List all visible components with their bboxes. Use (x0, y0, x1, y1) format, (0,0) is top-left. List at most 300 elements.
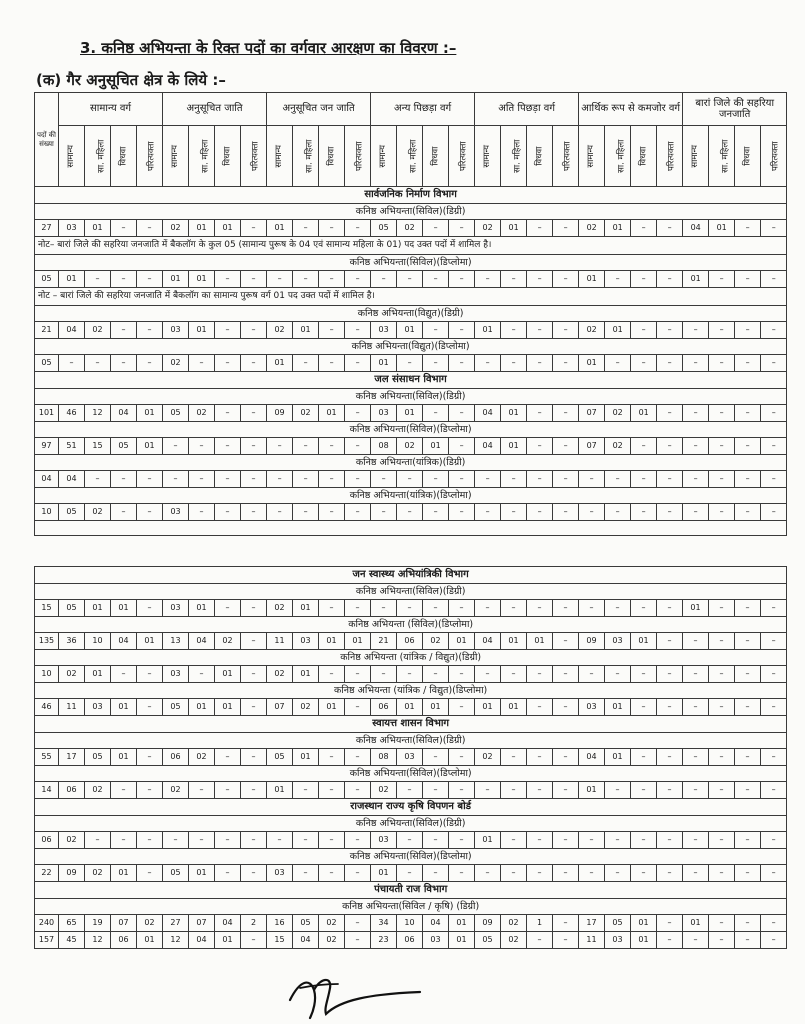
value-cell: – (709, 782, 735, 799)
value-cell: 09 (59, 865, 85, 882)
value-cell: – (631, 782, 657, 799)
value-cell: 01 (371, 865, 397, 882)
subcolumn-label: विधवा (534, 146, 545, 166)
value-cell: 11 (579, 932, 605, 949)
total-cell: 27 (35, 220, 59, 237)
total-cell: 46 (35, 699, 59, 716)
value-cell: – (397, 782, 423, 799)
value-cell: – (215, 471, 241, 488)
value-cell: – (319, 782, 345, 799)
group-header: अनुसूचित जन जाति (267, 93, 371, 126)
value-cell: 04 (475, 438, 501, 455)
post-title-row (35, 617, 787, 633)
value-cell: – (241, 666, 267, 683)
value-cell: 02 (85, 865, 111, 882)
value-cell: 01 (59, 271, 85, 288)
value-cell: – (761, 699, 787, 716)
value-cell: 07 (111, 915, 137, 932)
note-row (35, 237, 787, 255)
group-header: सामान्य वर्ग (59, 93, 163, 126)
group-header: अन्य पिछड़ा वर्ग (371, 93, 475, 126)
value-cell: 01 (137, 633, 163, 650)
value-cell: – (449, 749, 475, 766)
value-cell: – (657, 504, 683, 521)
subcolumn-label: विधवा (742, 146, 753, 166)
value-cell: – (137, 666, 163, 683)
value-cell: – (215, 782, 241, 799)
value-cell: – (423, 220, 449, 237)
data-row (35, 438, 787, 455)
value-cell: 01 (215, 666, 241, 683)
value-cell: – (553, 322, 579, 339)
value-cell: – (579, 504, 605, 521)
value-cell: – (657, 915, 683, 932)
subcolumn-header (111, 126, 137, 187)
post-title: कनिष्ठ अभियन्ता(सिविल)(डिप्लोमा) (35, 849, 787, 865)
subcolumn-header (579, 126, 605, 187)
value-cell: – (345, 932, 371, 949)
value-cell: – (501, 600, 527, 617)
value-cell: 02 (605, 405, 631, 422)
value-cell: – (293, 504, 319, 521)
value-cell: 09 (475, 915, 501, 932)
value-cell: 01 (423, 438, 449, 455)
value-cell: – (371, 471, 397, 488)
value-cell: – (735, 355, 761, 372)
value-cell: – (735, 915, 761, 932)
subcolumn-label: सा. महिला (96, 139, 107, 173)
value-cell: – (241, 932, 267, 949)
value-cell: – (527, 322, 553, 339)
value-cell: 01 (293, 600, 319, 617)
value-cell: 02 (475, 749, 501, 766)
value-cell: – (293, 438, 319, 455)
value-cell: 03 (579, 699, 605, 716)
value-cell: – (657, 471, 683, 488)
subcolumn-header (163, 126, 189, 187)
value-cell: – (735, 699, 761, 716)
value-cell: 03 (371, 405, 397, 422)
post-title: कनिष्ठ अभियन्ता(विद्युत)(डिप्लोमा) (35, 339, 787, 355)
value-cell: – (709, 405, 735, 422)
value-cell: 01 (501, 438, 527, 455)
department-name: स्वायत्त शासन विभाग (35, 716, 787, 733)
value-cell: – (735, 471, 761, 488)
value-cell: 01 (85, 220, 111, 237)
post-title-row (35, 455, 787, 471)
value-cell: – (319, 220, 345, 237)
value-cell: – (189, 782, 215, 799)
value-cell: – (501, 504, 527, 521)
value-cell: – (553, 438, 579, 455)
value-cell: – (423, 600, 449, 617)
value-cell: 02 (605, 438, 631, 455)
value-cell: – (605, 832, 631, 849)
value-cell: – (761, 600, 787, 617)
value-cell: 05 (111, 438, 137, 455)
value-cell: – (683, 832, 709, 849)
value-cell: – (735, 749, 761, 766)
value-cell: – (475, 782, 501, 799)
value-cell: – (189, 355, 215, 372)
value-cell: – (657, 749, 683, 766)
value-cell: – (631, 471, 657, 488)
value-cell: – (85, 471, 111, 488)
value-cell: – (761, 749, 787, 766)
value-cell: 02 (85, 782, 111, 799)
value-cell: – (657, 666, 683, 683)
value-cell: – (475, 271, 501, 288)
value-cell: 09 (267, 405, 293, 422)
value-cell: – (449, 699, 475, 716)
value-cell: – (215, 355, 241, 372)
subcolumn-header (631, 126, 657, 187)
value-cell: – (85, 271, 111, 288)
value-cell: – (709, 865, 735, 882)
value-cell: 03 (85, 699, 111, 716)
subcolumn-label: सामान्य (690, 144, 701, 168)
value-cell: – (345, 865, 371, 882)
value-cell: 02 (163, 782, 189, 799)
subcolumn-label: विधवा (118, 146, 129, 166)
value-cell: 01 (605, 322, 631, 339)
value-cell: – (761, 633, 787, 650)
post-title-row (35, 422, 787, 438)
post-title-row (35, 899, 787, 915)
value-cell: 01 (371, 355, 397, 372)
value-cell: – (241, 504, 267, 521)
value-cell: 01 (215, 220, 241, 237)
value-cell: 15 (267, 932, 293, 949)
value-cell: – (735, 600, 761, 617)
value-cell: – (397, 471, 423, 488)
value-cell: 04 (475, 633, 501, 650)
post-title-row (35, 816, 787, 832)
value-cell: 01 (449, 633, 475, 650)
value-cell: – (319, 271, 345, 288)
value-cell: – (397, 504, 423, 521)
value-cell: 01 (137, 405, 163, 422)
value-cell: – (397, 666, 423, 683)
data-row (35, 932, 787, 949)
total-cell: 240 (35, 915, 59, 932)
value-cell: – (397, 271, 423, 288)
value-cell: – (735, 322, 761, 339)
value-cell: 36 (59, 633, 85, 650)
value-cell: – (449, 666, 475, 683)
value-cell: – (449, 832, 475, 849)
total-cell: 55 (35, 749, 59, 766)
subcolumn-header (683, 126, 709, 187)
subcolumn-header (85, 126, 111, 187)
post-title-row (35, 204, 787, 220)
value-cell: – (527, 271, 553, 288)
value-cell: – (241, 271, 267, 288)
value-cell: – (137, 355, 163, 372)
subcolumn-label: परित्यक्ता (146, 141, 157, 171)
value-cell: – (605, 666, 631, 683)
value-cell: – (709, 915, 735, 932)
value-cell: – (553, 915, 579, 932)
value-cell: – (319, 471, 345, 488)
value-cell: – (657, 932, 683, 949)
value-cell: – (501, 865, 527, 882)
value-cell: 02 (501, 932, 527, 949)
value-cell: – (657, 782, 683, 799)
value-cell: – (527, 504, 553, 521)
total-cell: 14 (35, 782, 59, 799)
value-cell: 11 (59, 699, 85, 716)
value-cell: – (397, 832, 423, 849)
value-cell: 03 (293, 633, 319, 650)
subcolumn-label: सामान्य (170, 144, 181, 168)
value-cell: – (241, 633, 267, 650)
value-cell: – (267, 271, 293, 288)
post-title-row (35, 584, 787, 600)
value-cell: 15 (85, 438, 111, 455)
value-cell: 02 (137, 915, 163, 932)
value-cell: – (137, 271, 163, 288)
total-cell: 22 (35, 865, 59, 882)
value-cell: – (345, 782, 371, 799)
value-cell: – (501, 355, 527, 372)
value-cell: 01 (397, 405, 423, 422)
blank-row (35, 521, 787, 536)
value-cell: 01 (475, 832, 501, 849)
value-cell: – (657, 271, 683, 288)
value-cell: – (449, 220, 475, 237)
value-cell: – (345, 471, 371, 488)
value-cell: – (631, 749, 657, 766)
value-cell: – (293, 471, 319, 488)
data-row (35, 633, 787, 650)
department-row (35, 799, 787, 816)
value-cell: – (423, 832, 449, 849)
value-cell: 12 (85, 932, 111, 949)
total-cell: 101 (35, 405, 59, 422)
value-cell: 06 (111, 932, 137, 949)
value-cell: 08 (371, 438, 397, 455)
subcolumn-header (345, 126, 371, 187)
value-cell: – (423, 355, 449, 372)
value-cell: 02 (267, 322, 293, 339)
value-cell: 02 (189, 405, 215, 422)
group-header: आर्थिक रूप से कमजोर वर्ग (579, 93, 683, 126)
value-cell: – (241, 355, 267, 372)
value-cell: 01 (397, 322, 423, 339)
value-cell: – (527, 355, 553, 372)
value-cell: – (449, 504, 475, 521)
reservation-table-1 (34, 92, 787, 536)
value-cell: 05 (85, 749, 111, 766)
value-cell: – (319, 600, 345, 617)
value-cell: – (345, 915, 371, 932)
value-cell: 2 (241, 915, 267, 932)
value-cell: 01 (267, 220, 293, 237)
value-cell: – (553, 220, 579, 237)
total-cell: 135 (35, 633, 59, 650)
value-cell: 01 (683, 600, 709, 617)
value-cell: 06 (397, 633, 423, 650)
value-cell: – (475, 666, 501, 683)
value-cell: – (631, 832, 657, 849)
post-title-row (35, 339, 787, 355)
value-cell: – (449, 438, 475, 455)
value-cell: – (241, 322, 267, 339)
value-cell: 04 (59, 322, 85, 339)
post-title-row (35, 306, 787, 322)
value-cell: – (657, 699, 683, 716)
value-cell: 01 (137, 438, 163, 455)
value-cell: 12 (85, 405, 111, 422)
value-cell: 03 (397, 749, 423, 766)
value-cell: – (631, 322, 657, 339)
value-cell: 09 (579, 633, 605, 650)
value-cell: 02 (423, 633, 449, 650)
value-cell: 01 (631, 915, 657, 932)
value-cell: 01 (605, 749, 631, 766)
value-cell: – (345, 271, 371, 288)
total-posts-header: पदों की संख्या (35, 93, 59, 187)
value-cell: 05 (475, 932, 501, 949)
value-cell: – (683, 355, 709, 372)
value-cell: – (631, 504, 657, 521)
value-cell: – (709, 471, 735, 488)
value-cell: 10 (397, 915, 423, 932)
value-cell: 01 (345, 633, 371, 650)
value-cell: – (267, 471, 293, 488)
value-cell: – (527, 600, 553, 617)
value-cell: – (735, 666, 761, 683)
value-cell: – (761, 865, 787, 882)
value-cell: – (683, 405, 709, 422)
value-cell: – (475, 504, 501, 521)
value-cell: – (59, 355, 85, 372)
value-cell: 02 (293, 699, 319, 716)
subcolumn-label: परित्यक्ता (354, 141, 365, 171)
value-cell: – (215, 322, 241, 339)
value-cell: – (501, 471, 527, 488)
subcolumn-label: सामान्य (274, 144, 285, 168)
department-name: राजस्थान राज्य कृषि विपणन बोर्ड (35, 799, 787, 816)
value-cell: – (423, 405, 449, 422)
value-cell: 01 (111, 600, 137, 617)
post-title: कनिष्ठ अभियन्ता (यांत्रिक / विद्युत)(डिग्री) (35, 650, 787, 666)
subcolumn-label: विधवा (430, 146, 441, 166)
value-cell: – (683, 932, 709, 949)
value-cell: 01 (631, 932, 657, 949)
value-cell: 07 (579, 438, 605, 455)
value-cell: 27 (163, 915, 189, 932)
value-cell: – (475, 471, 501, 488)
value-cell: 02 (189, 749, 215, 766)
value-cell: – (501, 749, 527, 766)
subcolumn-label: परित्यक्ता (562, 141, 573, 171)
value-cell: – (605, 600, 631, 617)
value-cell: – (579, 600, 605, 617)
value-cell: – (137, 832, 163, 849)
value-cell: – (215, 271, 241, 288)
post-title: कनिष्ठ अभियन्ता(सिविल)(डिग्री) (35, 204, 787, 220)
post-title: कनिष्ठ अभियन्ता(सिविल)(डिग्री) (35, 389, 787, 405)
value-cell: – (241, 471, 267, 488)
subcolumn-header (449, 126, 475, 187)
value-cell: 01 (631, 633, 657, 650)
total-cell: 10 (35, 666, 59, 683)
value-cell: – (345, 666, 371, 683)
value-cell: 02 (397, 438, 423, 455)
value-cell: 16 (267, 915, 293, 932)
value-cell: 65 (59, 915, 85, 932)
data-row (35, 600, 787, 617)
value-cell: – (267, 832, 293, 849)
value-cell: – (423, 271, 449, 288)
value-cell: – (553, 600, 579, 617)
department-row (35, 567, 787, 584)
value-cell: 01 (683, 915, 709, 932)
value-cell: – (137, 471, 163, 488)
value-cell: – (735, 504, 761, 521)
post-title: कनिष्ठ अभियन्ता (सिविल)(डिप्लोमा) (35, 617, 787, 633)
value-cell: – (345, 322, 371, 339)
value-cell: – (215, 749, 241, 766)
value-cell: – (189, 832, 215, 849)
subcolumn-header (371, 126, 397, 187)
value-cell: 02 (501, 915, 527, 932)
value-cell: – (345, 749, 371, 766)
value-cell: 01 (579, 355, 605, 372)
post-title: कनिष्ठ अभियन्ता(सिविल / कृषि) (डिग्री) (35, 899, 787, 915)
data-row (35, 220, 787, 237)
subcolumn-label: सा. महिला (512, 139, 523, 173)
value-cell: – (761, 666, 787, 683)
value-cell: – (137, 782, 163, 799)
value-cell: – (111, 782, 137, 799)
value-cell: – (111, 271, 137, 288)
post-title: कनिष्ठ अभियन्ता (यांत्रिक / विद्युत)(डिप्लोमा) (35, 683, 787, 699)
value-cell: 01 (189, 865, 215, 882)
value-cell: 01 (449, 932, 475, 949)
value-cell: – (423, 749, 449, 766)
value-cell: – (293, 220, 319, 237)
post-title-row (35, 255, 787, 271)
value-cell: – (137, 220, 163, 237)
value-cell: 04 (579, 749, 605, 766)
value-cell: – (657, 832, 683, 849)
value-cell: 02 (579, 220, 605, 237)
value-cell: – (527, 865, 553, 882)
value-cell: – (553, 271, 579, 288)
value-cell: – (527, 220, 553, 237)
value-cell: – (735, 633, 761, 650)
value-cell: – (657, 405, 683, 422)
value-cell: – (241, 832, 267, 849)
value-cell: – (527, 405, 553, 422)
value-cell: 12 (163, 932, 189, 949)
value-cell: 03 (163, 666, 189, 683)
value-cell: – (449, 355, 475, 372)
value-cell: 01 (319, 633, 345, 650)
value-cell: – (215, 832, 241, 849)
post-title-row (35, 733, 787, 749)
value-cell: – (475, 600, 501, 617)
value-cell: – (605, 271, 631, 288)
value-cell: – (319, 865, 345, 882)
value-cell: – (709, 438, 735, 455)
value-cell: 01 (215, 699, 241, 716)
value-cell: – (423, 865, 449, 882)
value-cell: – (709, 322, 735, 339)
